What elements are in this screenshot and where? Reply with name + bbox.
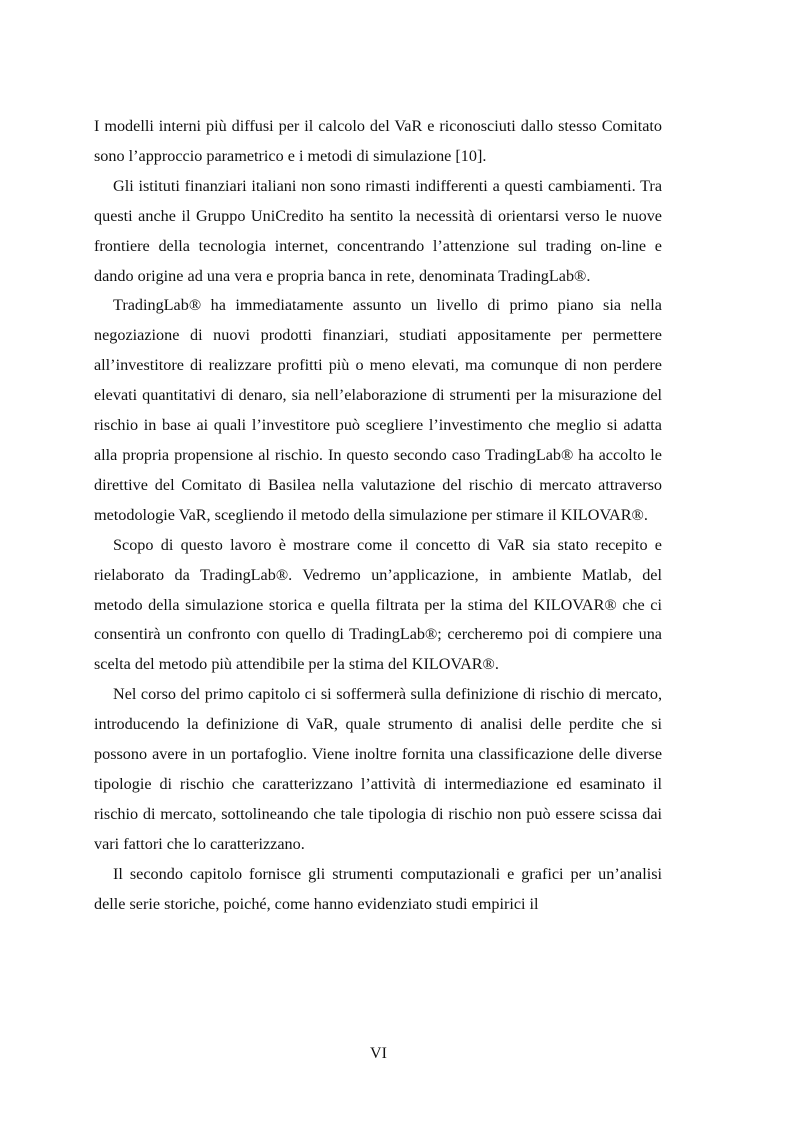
paragraph-4: Scopo di questo lavoro è mostrare come il concetto di VaR sia stato recepito e rielaborato da TradingLab®. Vedremo un’applicazione, in ambiente Matlab, del metodo della simulazione storica e quella filtrata per la stima del KILOVAR® che ci consentirà un confronto con quello di TradingLab®; cercheremo poi di compiere una scelta del metodo più attendibile per la stima del KILOVAR®. (94, 535, 662, 674)
paragraph-3: TradingLab® ha immediatamente assunto un livello di primo piano sia nella negoziazione di nuovi prodotti finanziari, studiati appositamente per permettere all’investitore di realizzare profitti più o meno elevati, ma comunque di non perdere elevati quantitativi di denaro, sia nell’elaborazione di strumenti per la misurazione del rischio in base ai quali l’investitore può scegliere l’investimento che meglio si adatta alla propria propensione al rischio. In questo secondo caso TradingLab® ha accolto le direttive del Comitato di Basilea nella valutazione del rischio di mercato attraverso metodologie VaR, scegliendo il metodo della simulazione per stimare il KILOVAR®. (94, 296, 662, 524)
paragraph-2: Gli istituti finanziari italiani non sono rimasti indifferenti a questi cambiamenti. Tra questi anche il Gruppo UniCredito ha sentito la necessità di orientarsi verso le nuove frontiere della tecnologia internet, concentrando l’attenzione sul trading on-line e dando origine ad una vera e propria banca in rete, denominata TradingLab®. (94, 176, 662, 285)
page-number: VI (370, 1045, 387, 1062)
paragraph-5: Nel corso del primo capitolo ci si soffermerà sulla definizione di rischio di mercato, introducendo la definizione di VaR, quale strumento di analisi delle perdite che si possono avere in un portafoglio. Viene inoltre fornita una classificazione delle diverse tipologie di rischio che caratterizzano l’attività di intermediazione ed esaminato il rischio di mercato, sottolineando che tale tipologia di rischio non può essere scissa dai vari fattori che lo caratterizzano. (94, 685, 662, 853)
body-text (94, 112, 662, 919)
paragraph-6: Il secondo capitolo fornisce gli strumenti computazionali e grafici per un’analisi delle serie storiche, poiché, come hanno evidenziato studi empirici il (94, 864, 662, 913)
paragraph-1: I modelli interni più diffusi per il calcolo del VaR e riconosciuti dallo stesso Comitato sono l’approccio parametrico e i metodi di simulazione [10]. (94, 117, 662, 165)
